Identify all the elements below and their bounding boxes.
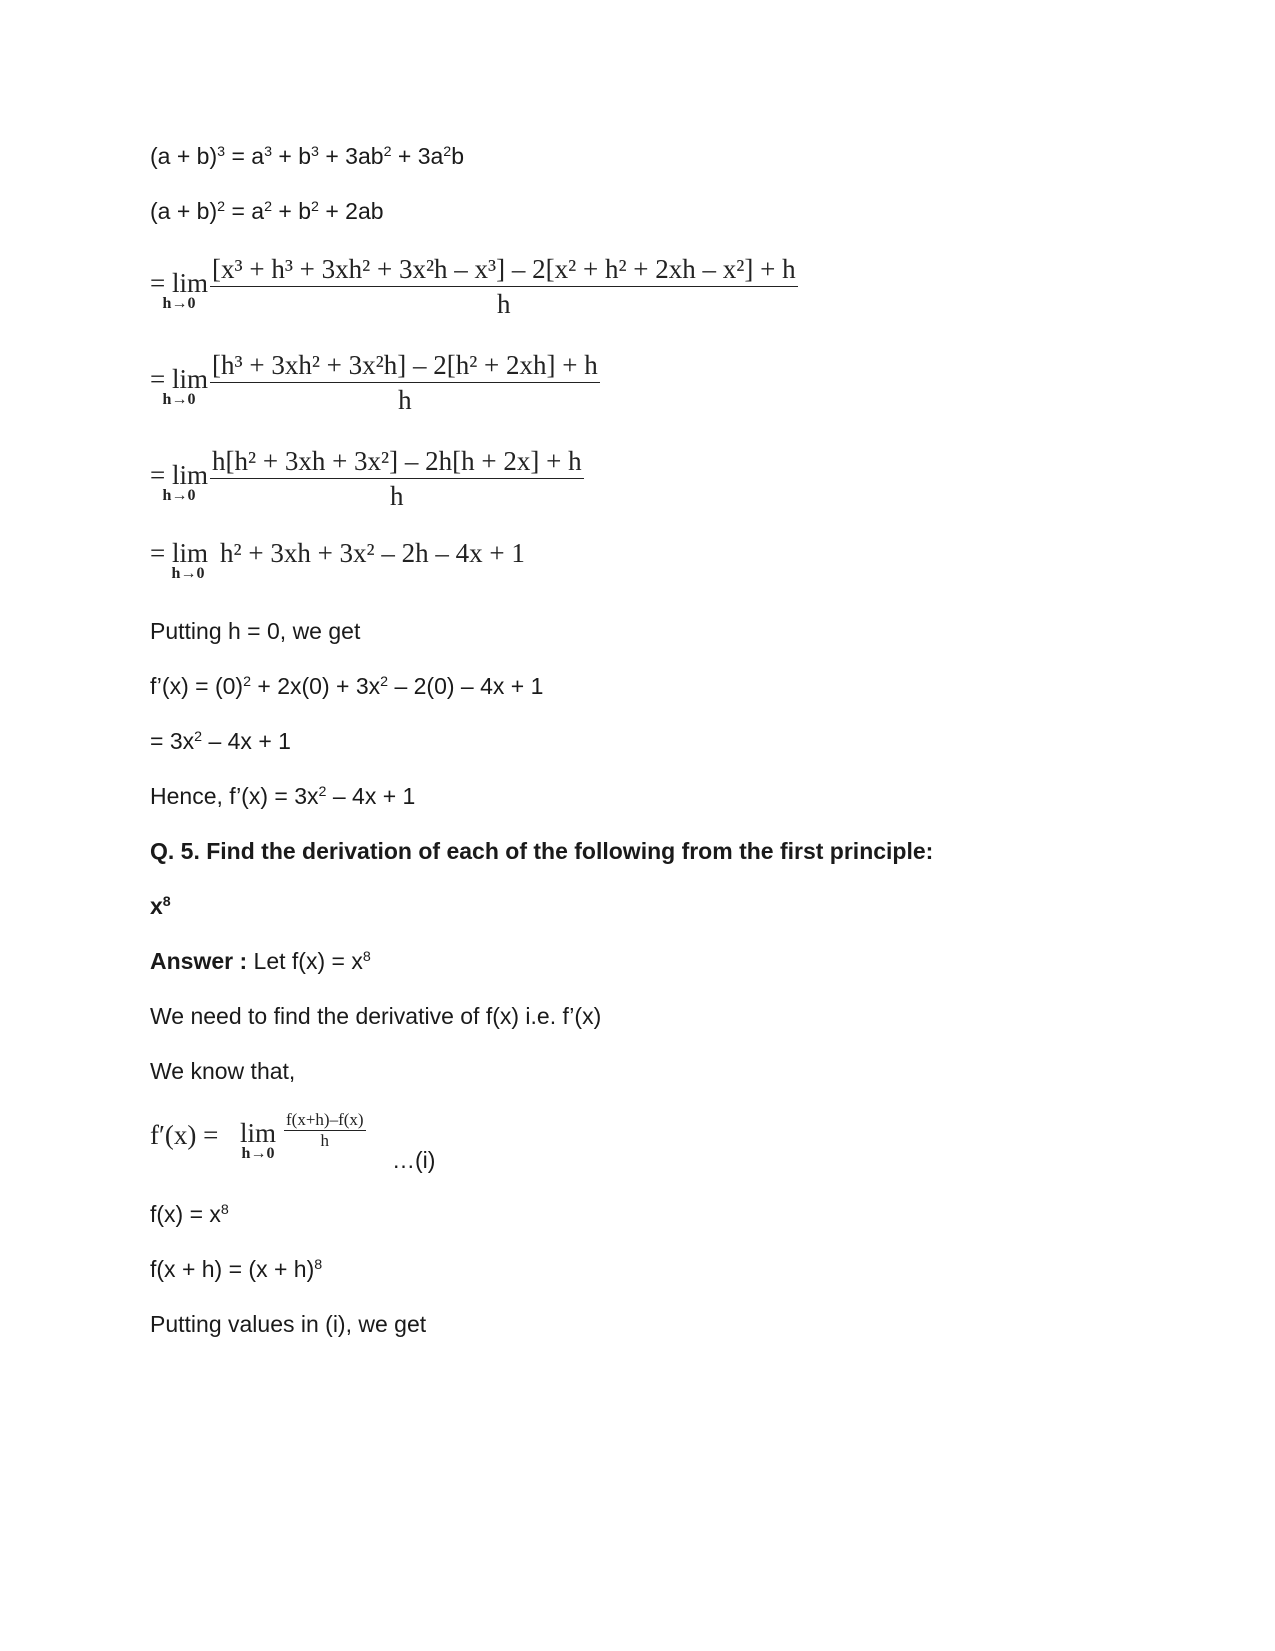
equals-sign: =: [150, 268, 166, 298]
fx-definition: [150, 1200, 229, 1228]
answer-line: [150, 947, 371, 975]
equals-sign: =: [150, 364, 166, 394]
text-run: Hence, f’(x) = 3x: [150, 783, 319, 809]
equation-reference: …(i): [392, 1147, 436, 1173]
text-run: + b: [272, 143, 312, 169]
question-heading: Q. 5. Find the derivation of each of the following from the first principle:: [150, 838, 934, 864]
superscript: 2: [264, 199, 273, 216]
answer-label: Answer :: [150, 948, 248, 974]
superscript: 3: [311, 144, 319, 161]
superscript: 2: [194, 729, 203, 746]
superscript: 8: [362, 949, 371, 966]
text-run: f’(x) = (0): [150, 673, 244, 699]
lim-label: lim: [171, 460, 208, 490]
superscript: 2: [311, 199, 319, 216]
identity-cube: [150, 142, 464, 170]
lim-label: lim: [171, 538, 208, 568]
superscript: 8: [220, 1202, 229, 1219]
step2-numerator: [h³ + 3xh² + 3x²h] – 2[h² + 2xh] + h: [212, 350, 598, 380]
text-run: x: [150, 893, 163, 919]
superscript: 2: [443, 144, 452, 161]
lim-subscript: h→0: [241, 1145, 275, 1162]
text-run: – 2(0) – 4x + 1: [388, 673, 544, 699]
lim-label: lim: [171, 268, 208, 298]
superscript: 3: [217, 144, 226, 161]
lim-subscript: h→0: [162, 487, 196, 504]
text-run: + 2ab: [318, 198, 384, 224]
putting-values-text: Putting values in (i), we get: [150, 1311, 427, 1337]
step3-numerator: h[h² + 3xh + 3x²] – 2h[h + 2x] + h: [212, 446, 582, 476]
result-step: [150, 727, 291, 755]
text-run: = a: [225, 198, 265, 224]
answer-text: [247, 948, 371, 974]
lim-subscript: h→0: [171, 565, 205, 582]
lim-label: lim: [171, 364, 208, 394]
lim-label: lim: [240, 1118, 277, 1148]
lim-subscript: h→0: [162, 391, 196, 408]
text-run: Let f(x) = x: [247, 948, 363, 974]
superscript: 2: [383, 144, 392, 161]
fxh-definition: [150, 1255, 322, 1283]
equals-sign: =: [150, 538, 166, 568]
superscript: 8: [314, 1257, 323, 1274]
sub-question: [150, 892, 171, 920]
text-run: + 2x(0) + 3x: [251, 673, 381, 699]
def-lhs: f′(x) =: [150, 1120, 219, 1150]
putting-h-text: Putting h = 0, we get: [150, 618, 361, 644]
superscript: 2: [380, 674, 389, 691]
text-run: (a + b): [150, 143, 218, 169]
lim-subscript: h→0: [162, 295, 196, 312]
superscript: 2: [318, 784, 327, 801]
identity-square: [150, 197, 384, 225]
fprime-substitution: [150, 672, 543, 700]
limit-step-3: [150, 444, 650, 514]
equals-sign: =: [150, 460, 166, 490]
text-run: + 3ab: [318, 143, 384, 169]
need-find-text: We need to find the derivative of f(x) i.e. f’(x): [150, 1003, 602, 1029]
text-run: (a + b): [150, 198, 218, 224]
text-run: + b: [272, 198, 312, 224]
text-run: = a: [225, 143, 265, 169]
def-numerator: f(x+h)–f(x): [286, 1110, 364, 1129]
hence-result: [150, 782, 415, 810]
text-run: = 3x: [150, 728, 195, 754]
step1-numerator: [x³ + h³ + 3xh² + 3x²h – x³] – 2[x² + h² + 2xh – x²] + h: [212, 254, 796, 284]
superscript: 2: [243, 674, 251, 691]
superscript: 8: [162, 894, 171, 911]
text-run: + 3a: [391, 143, 444, 169]
step3-denominator: h: [390, 481, 404, 511]
text-run: f(x + h) = (x + h): [150, 1256, 315, 1282]
limit-step-1: [150, 252, 890, 322]
step1-denominator: h: [497, 289, 511, 319]
limit-step-4: [150, 540, 610, 590]
text-run: – 4x + 1: [202, 728, 291, 754]
superscript: 3: [264, 144, 273, 161]
text-run: b: [451, 143, 465, 169]
def-denominator: h: [320, 1131, 330, 1150]
superscript: 2: [217, 199, 226, 216]
step2-denominator: h: [398, 385, 412, 415]
text-run: – 4x + 1: [326, 783, 416, 809]
we-know-text: We know that,: [150, 1058, 296, 1084]
text-run: f(x) = x: [150, 1201, 221, 1227]
step4-expression: h² + 3xh + 3x² – 2h – 4x + 1: [220, 538, 525, 568]
limit-step-2: [150, 348, 670, 418]
